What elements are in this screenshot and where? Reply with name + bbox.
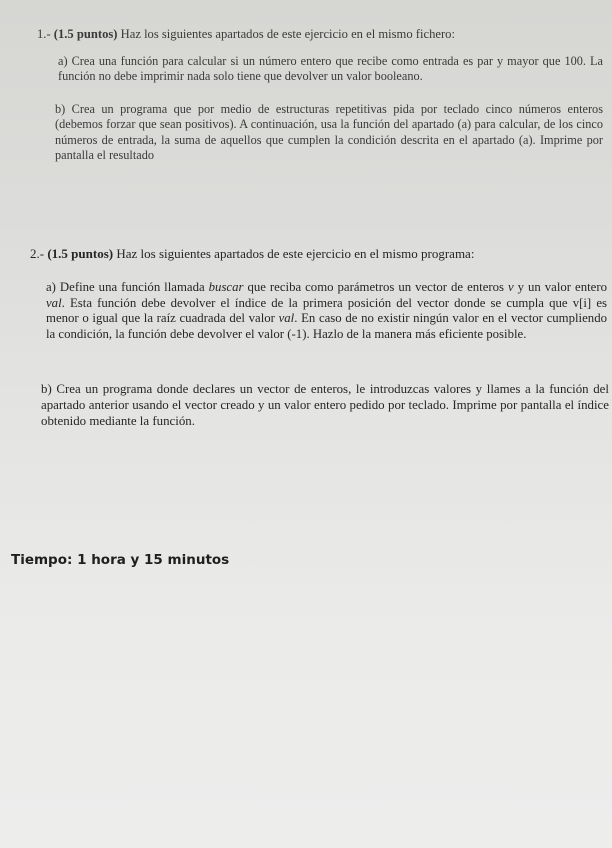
vector-name-v: v [508, 280, 514, 294]
exercise-2-part-a: a) Define una función llamada buscar que reciba como parámetros un vector de enteros v y un valor entero val. Esta función debe devolver el índice de la primera posición del vector donde se cumpla que v[i] es menor o igual que la raíz cuadrada del valor val. En caso de no existir ningún valor en el vector cumpliendo la condición, la función debe devolver el valor (-1). Hazlo de la manera más eficiente posible. [46, 280, 608, 341]
exercise-2-points: (1.5 puntos) [47, 246, 114, 261]
exam-time-label: Tiempo: 1 hora y 15 minutos [11, 552, 230, 568]
exercise-2-heading-text: Haz los siguientes apartados de este ejercicio en el mismo programa: [116, 246, 475, 261]
exercise-2-part-b: b) Crea un programa donde declares un vector de enteros, le introduzcas valores y llames a la función del apartado anterior usando el vector creado y un valor entero pedido por teclado. Imprime por pantalla el índice obtenido mediante la función. [41, 382, 609, 428]
value-name-val-2: val [278, 311, 295, 326]
exercise-1-part-a: a) Crea una función para calcular si un número entero que recibe como entrada es par y mayor que 100. La función no debe imprimir nada solo tiene que devolver un valor booleano. [58, 54, 603, 84]
exercise-2-number: 2.- [30, 246, 45, 261]
value-name-val: val [46, 295, 62, 310]
exercise-1-number: 1.- [37, 27, 51, 41]
function-name-buscar: buscar [208, 280, 244, 294]
exercise-1-points: (1.5 puntos) [53, 27, 118, 41]
exercise-1-heading-text: Haz los siguientes apartados de este ejercicio en el mismo fichero: [120, 27, 455, 41]
exercise-1-heading [37, 26, 455, 42]
exercise-2-heading [30, 246, 474, 262]
exercise-1-part-b: b) Crea un programa que por medio de estructuras repetitivas pida por teclado cinco números enteros (debemos forzar que sean positivos). A continuación, usa la función del apartado (a) para calcular, de los cinco números de entrada, la suma de aquellos que cumplen la condición descrita en el apartado (a). Imprime por pantalla el resultado [55, 102, 603, 163]
